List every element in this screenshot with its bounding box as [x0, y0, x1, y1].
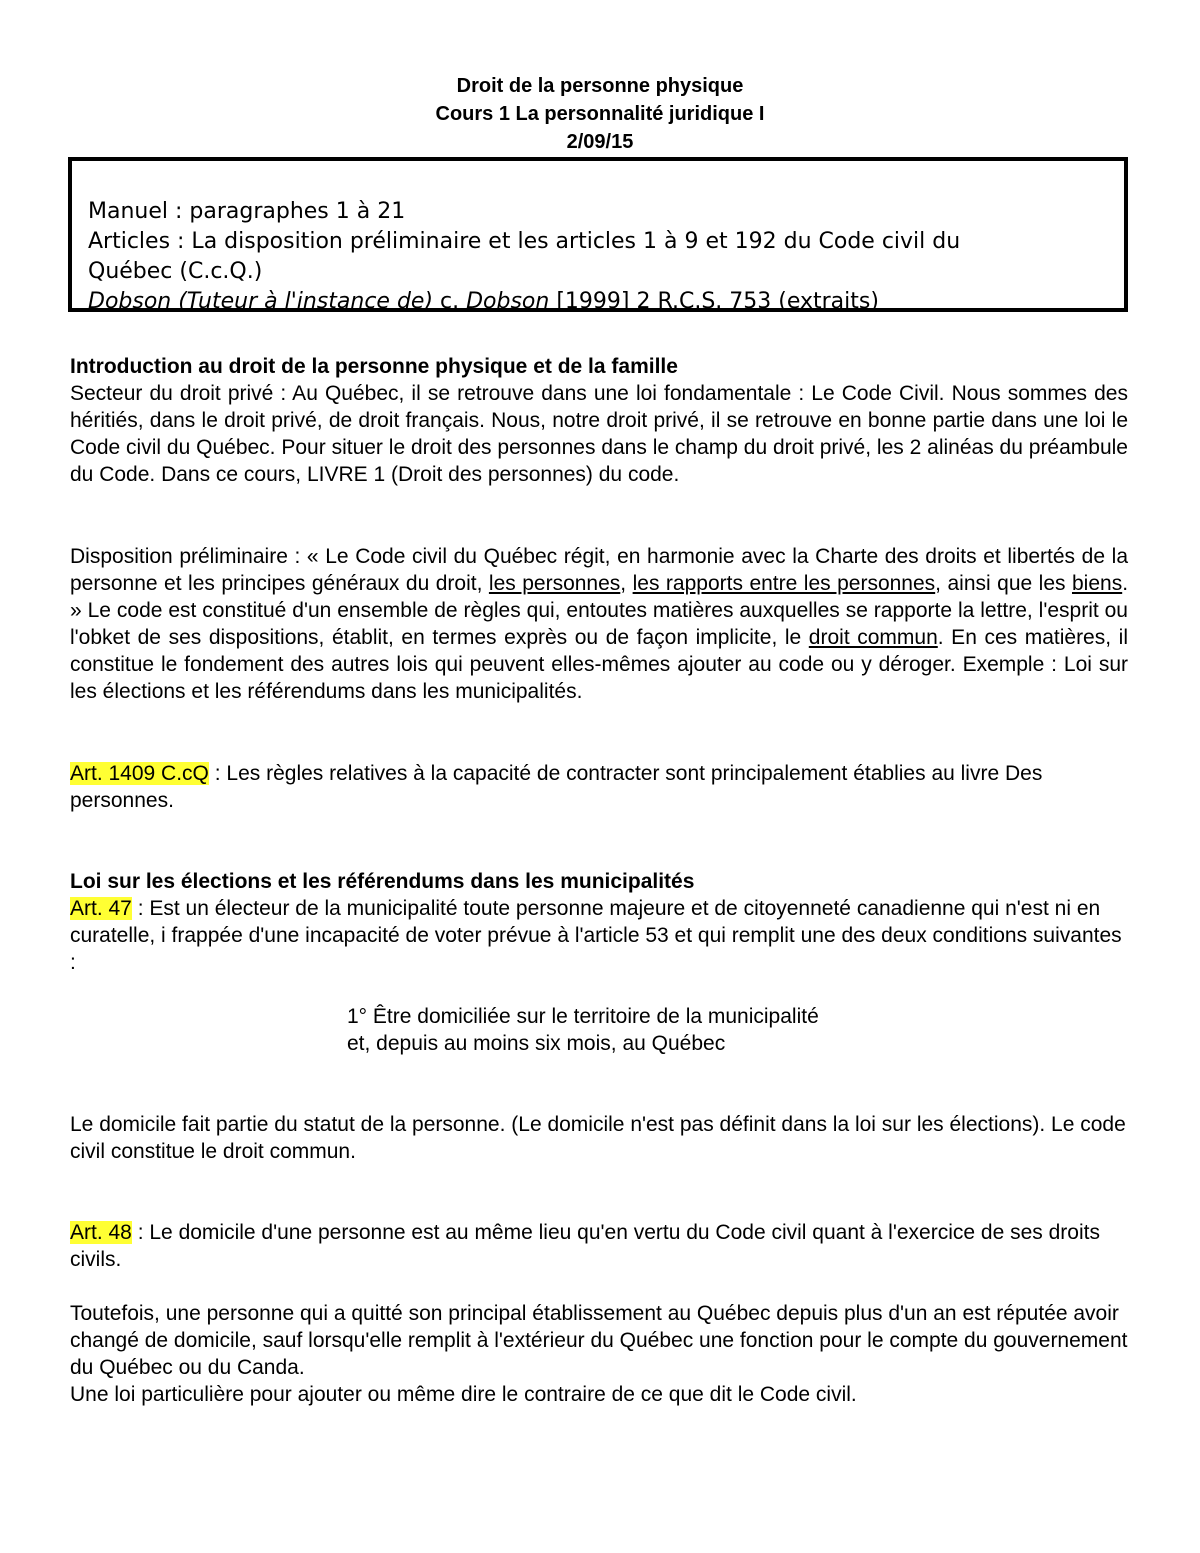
disposition-preliminaire: [70, 543, 1128, 705]
section-heading: Loi sur les élections et les référendums dans les municipalités: [70, 870, 695, 893]
condition-line: et, depuis au moins six mois, au Québec: [347, 1032, 726, 1055]
case-name-part2: Dobson: [466, 289, 550, 314]
highlighted-article-label: Art. 47: [70, 897, 132, 920]
highlighted-article-label: Art. 48: [70, 1221, 132, 1244]
case-citation: [1999] 2 R.C.S. 753 (extraits): [549, 289, 879, 314]
paragraph: Toutefois, une personne qui a quitté son principal établissement au Québec depuis plus d'un an est réputée avoir changé de domicile, sauf lorsqu'elle remplit à l'extérieur du Québec une fonction pour le compte du gouvernement du Québec ou du Canda.: [70, 1302, 1128, 1379]
readings-box: [68, 157, 1128, 312]
article-text: : Les règles relatives à la capacité de contracter sont principalement établies au livre Des personnes.: [70, 762, 1043, 812]
conditions-list: [347, 1003, 1047, 1057]
condition-line: 1° Être domiciliée sur le territoire de la municipalité: [347, 1005, 819, 1028]
paragraph: Une loi particulière pour ajouter ou même dire le contraire de ce que dit le Code civil.: [70, 1383, 857, 1406]
underlined-term: biens: [1071, 572, 1123, 595]
case-reference: [88, 287, 1124, 317]
lecture-date: 2/09/15: [566, 131, 634, 153]
highlighted-article-label: Art. 1409 C.cQ: [70, 762, 209, 785]
section-introduction: [70, 353, 1128, 488]
course-title: Droit de la personne physique: [456, 75, 744, 97]
section-heading: Introduction au droit de la personne physique et de la famille: [70, 355, 678, 378]
article-text: : Le domicile d'une personne est au même lieu qu'en vertu du Code civil quant à l'exercice de ses droits civils.: [70, 1221, 1100, 1271]
section-elections: [70, 868, 1128, 976]
manual-reference: Manuel : paragraphes 1 à 21: [88, 199, 406, 224]
underlined-term: les rapports entre les personnes: [632, 572, 936, 595]
article-48: [70, 1219, 1128, 1273]
underlined-term: les personnes: [488, 572, 621, 595]
case-name-part1: Dobson (Tuteur à l'instance de): [88, 289, 434, 314]
domicile-paragraph: Le domicile fait partie du statut de la personne. (Le domicile n'est pas définit dans la loi sur les élections). Le code civil constitue le droit commun.: [70, 1113, 1126, 1163]
lecture-title: Cours 1 La personnalité juridique I: [435, 103, 765, 125]
article-1409: [70, 760, 1128, 814]
articles-reference-line1: Articles : La disposition préliminaire et les articles 1 à 9 et 192 du Code civil du: [88, 229, 961, 254]
underlined-term: droit commun: [808, 626, 938, 649]
disposition-paragraph: Disposition préliminaire : « Le Code civil du Québec régit, en harmonie avec la Charte des droits et libertés de la personne et les principes généraux du droit, les personnes, les rapports entre les personnes, ainsi que les biens. » Le code est constitué d'un ensemble de règles qui, entoutes matières auxquelles se rapporte la lettre, l'esprit ou l'obket de ses dispositions, établit, en termes exprès ou de façon implicite, le droit commun. En ces matières, il constitue le fondement des autres lois qui peuvent elles-mêmes ajouter au code ou y déroger. Exemple : Loi sur les élections et les référendums dans les municipalités.: [70, 545, 1129, 703]
section-paragraph: Secteur du droit privé : Au Québec, il se retrouve dans une loi fondamentale : Le Code Civil. Nous sommes des héritiés, dans le droit privé, de droit français. Nous, notre droit privé, il se retrouve en bonne partie dans une loi le Code civil du Québec. Pour situer le droit des personnes dans le champ du droit privé, les 2 alinéas du préambule du Code. Dans ce cours, LIVRE 1 (Droit des personnes) du code.: [70, 382, 1128, 486]
articles-reference-line2: Québec (C.c.Q.): [88, 259, 263, 284]
title-block: [0, 72, 1200, 156]
case-versus: c.: [433, 289, 467, 314]
article-text: : Est un électeur de la municipalité toute personne majeure et de citoyenneté canadienne qui n'est ni en curatelle, i frappée d'une incapacité de voter prévue à l'article 53 et qui remplit une des deux conditions suivantes :: [70, 897, 1122, 974]
toutefois-paragraph: [70, 1300, 1128, 1408]
